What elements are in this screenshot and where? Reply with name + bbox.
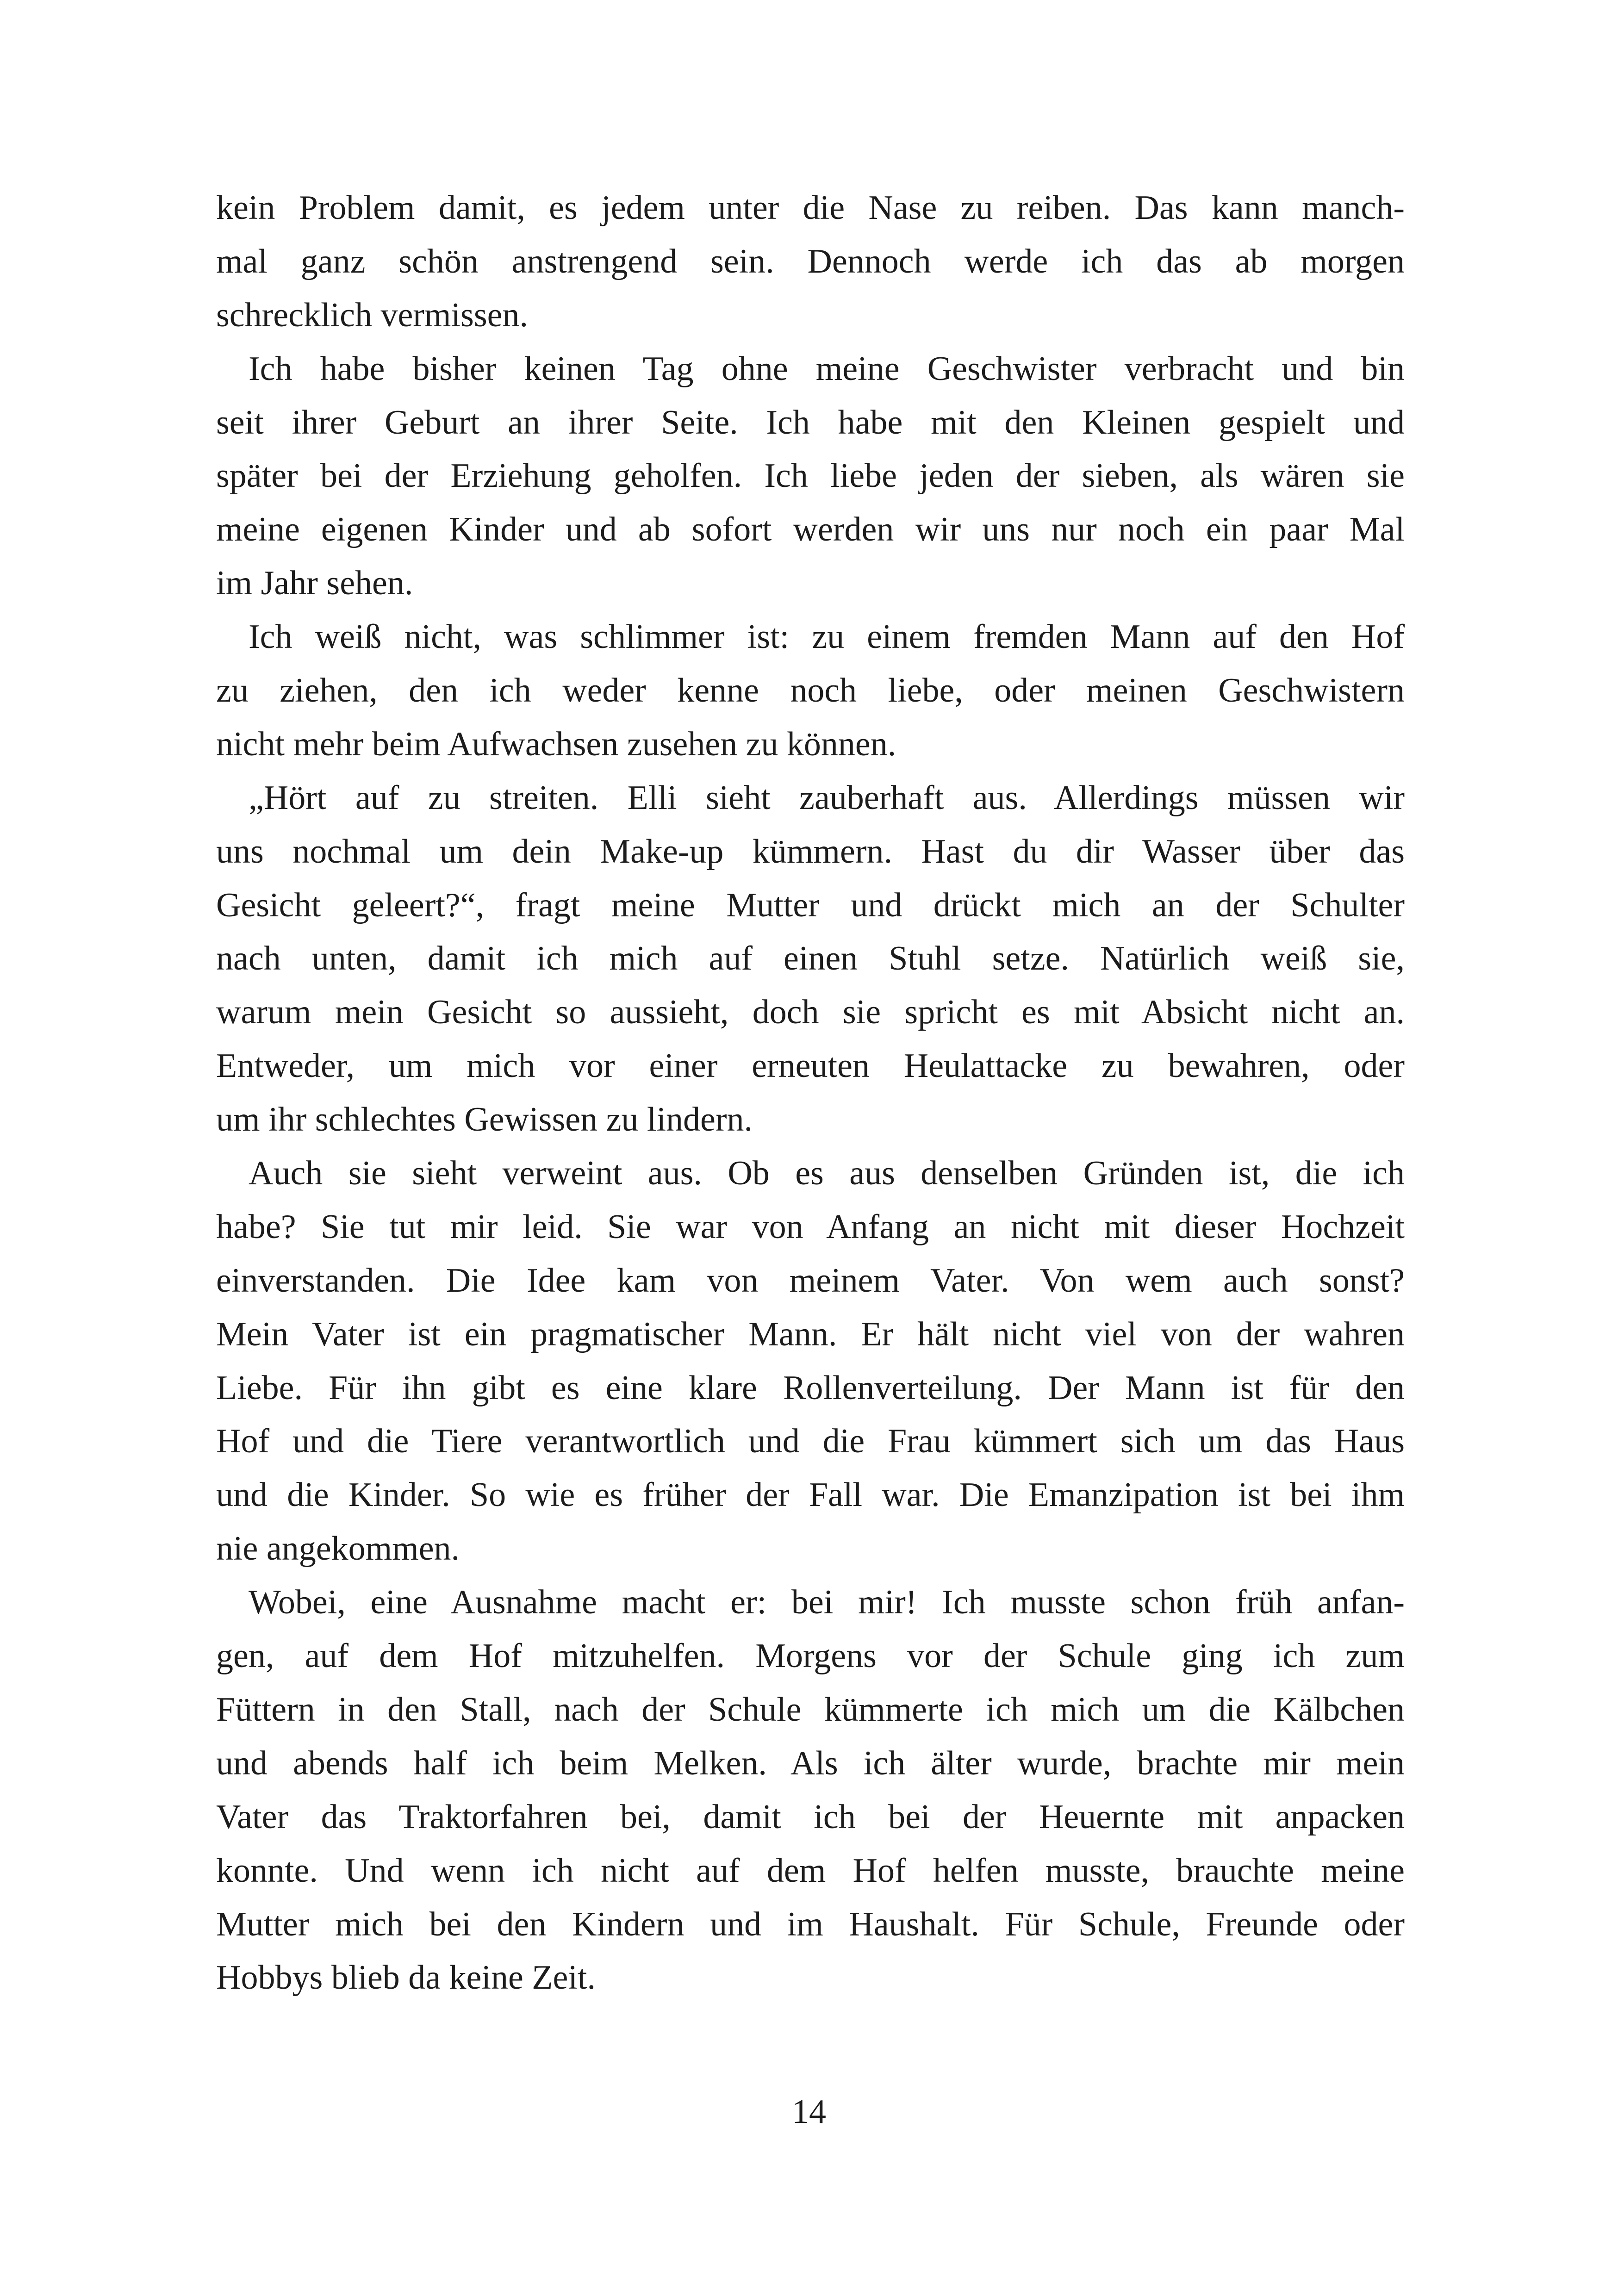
text-line: nie angekommen. [216,1530,460,1568]
text-line: Mutter mich bei den Kindern und im Haushalt. Für Schule, Freunde oder [216,1905,1405,1943]
text-line: Mein Vater ist ein pragmatischer Mann. Er hält nicht viel von der wahren [216,1315,1405,1353]
text-line: nicht mehr beim Aufwachsen zusehen zu können. [216,725,896,763]
text-line: nach unten, damit ich mich auf einen Stuhl setze. Natürlich weiß sie, [216,940,1405,978]
text-line: Gesicht geleert?“, fragt meine Mutter und drückt mich an der Schulter [216,886,1405,924]
text-line: Hobbys blieb da keine Zeit. [216,1959,596,1997]
page-number: 14 [792,2093,826,2131]
paragraph [216,1147,1405,1576]
text-line: Wobei, eine Ausnahme macht er: bei mir! Ich musste schon früh anfan- [249,1583,1405,1622]
text-line: gen, auf dem Hof mitzuhelfen. Morgens vor der Schule ging ich zum [216,1637,1405,1675]
text-line: habe? Sie tut mir leid. Sie war von Anfang an nicht mit dieser Hochzeit [216,1207,1405,1246]
text-line: Vater das Traktorfahren bei, damit ich bei der Heuernte mit anpacken [216,1798,1405,1836]
body-text [216,181,1405,2005]
paragraph [216,342,1405,610]
text-line: schrecklich vermissen. [216,296,528,334]
text-line: warum mein Gesicht so aussieht, doch sie spricht es mit Absicht nicht an. [216,993,1405,1032]
text-line: Auch sie sieht verweint aus. Ob es aus denselben Gründen ist, die ich [249,1154,1405,1193]
paragraph [216,181,1405,342]
text-line: und abends half ich beim Melken. Als ich älter wurde, brachte mir mein [216,1744,1405,1782]
text-line: Entweder, um mich vor einer erneuten Heulattacke zu bewahren, oder [216,1047,1405,1085]
text-line: um ihr schlechtes Gewissen zu lindern. [216,1101,753,1139]
text-line: Ich habe bisher keinen Tag ohne meine Geschwister verbracht und bin [249,349,1405,388]
text-line: zu ziehen, den ich weder kenne noch liebe, oder meinen Geschwistern [216,672,1405,710]
text-line: im Jahr sehen. [216,564,413,603]
text-line: kein Problem damit, es jedem unter die Nase zu reiben. Das kann manch- [216,189,1405,227]
text-line: seit ihrer Geburt an ihrer Seite. Ich habe mit den Kleinen gespielt und [216,403,1405,442]
text-line: Ich weiß nicht, was schlimmer ist: zu einem fremden Mann auf den Hof [249,618,1405,656]
text-line: meine eigenen Kinder und ab sofort werden wir uns nur noch ein paar Mal [216,510,1405,549]
text-line: konnte. Und wenn ich nicht auf dem Hof helfen musste, brauchte meine [216,1851,1405,1890]
paragraph [216,772,1405,1147]
text-line: „Hört auf zu streiten. Elli sieht zauberhaft aus. Allerdings müssen wir [249,778,1405,817]
text-line: mal ganz schön anstrengend sein. Dennoch werde ich das ab morgen [216,242,1405,280]
text-line: und die Kinder. So wie es früher der Fall war. Die Emanzipation ist bei ihm [216,1476,1405,1514]
text-line: Hof und die Tiere verantwortlich und die Frau kümmert sich um das Haus [216,1422,1405,1461]
paragraph [216,610,1405,772]
text-line: später bei der Erziehung geholfen. Ich liebe jeden der sieben, als wären sie [216,457,1405,495]
paragraph [216,1576,1405,2005]
text-line: einverstanden. Die Idee kam von meinem Vater. Von wem auch sonst? [216,1261,1405,1300]
text-line: Liebe. Für ihn gibt es eine klare Rollenverteilung. Der Mann ist für den [216,1369,1405,1407]
text-line: uns nochmal um dein Make-up kümmern. Hast du dir Wasser über das [216,832,1405,871]
text-line: Füttern in den Stall, nach der Schule kümmerte ich mich um die Kälbchen [216,1690,1405,1729]
